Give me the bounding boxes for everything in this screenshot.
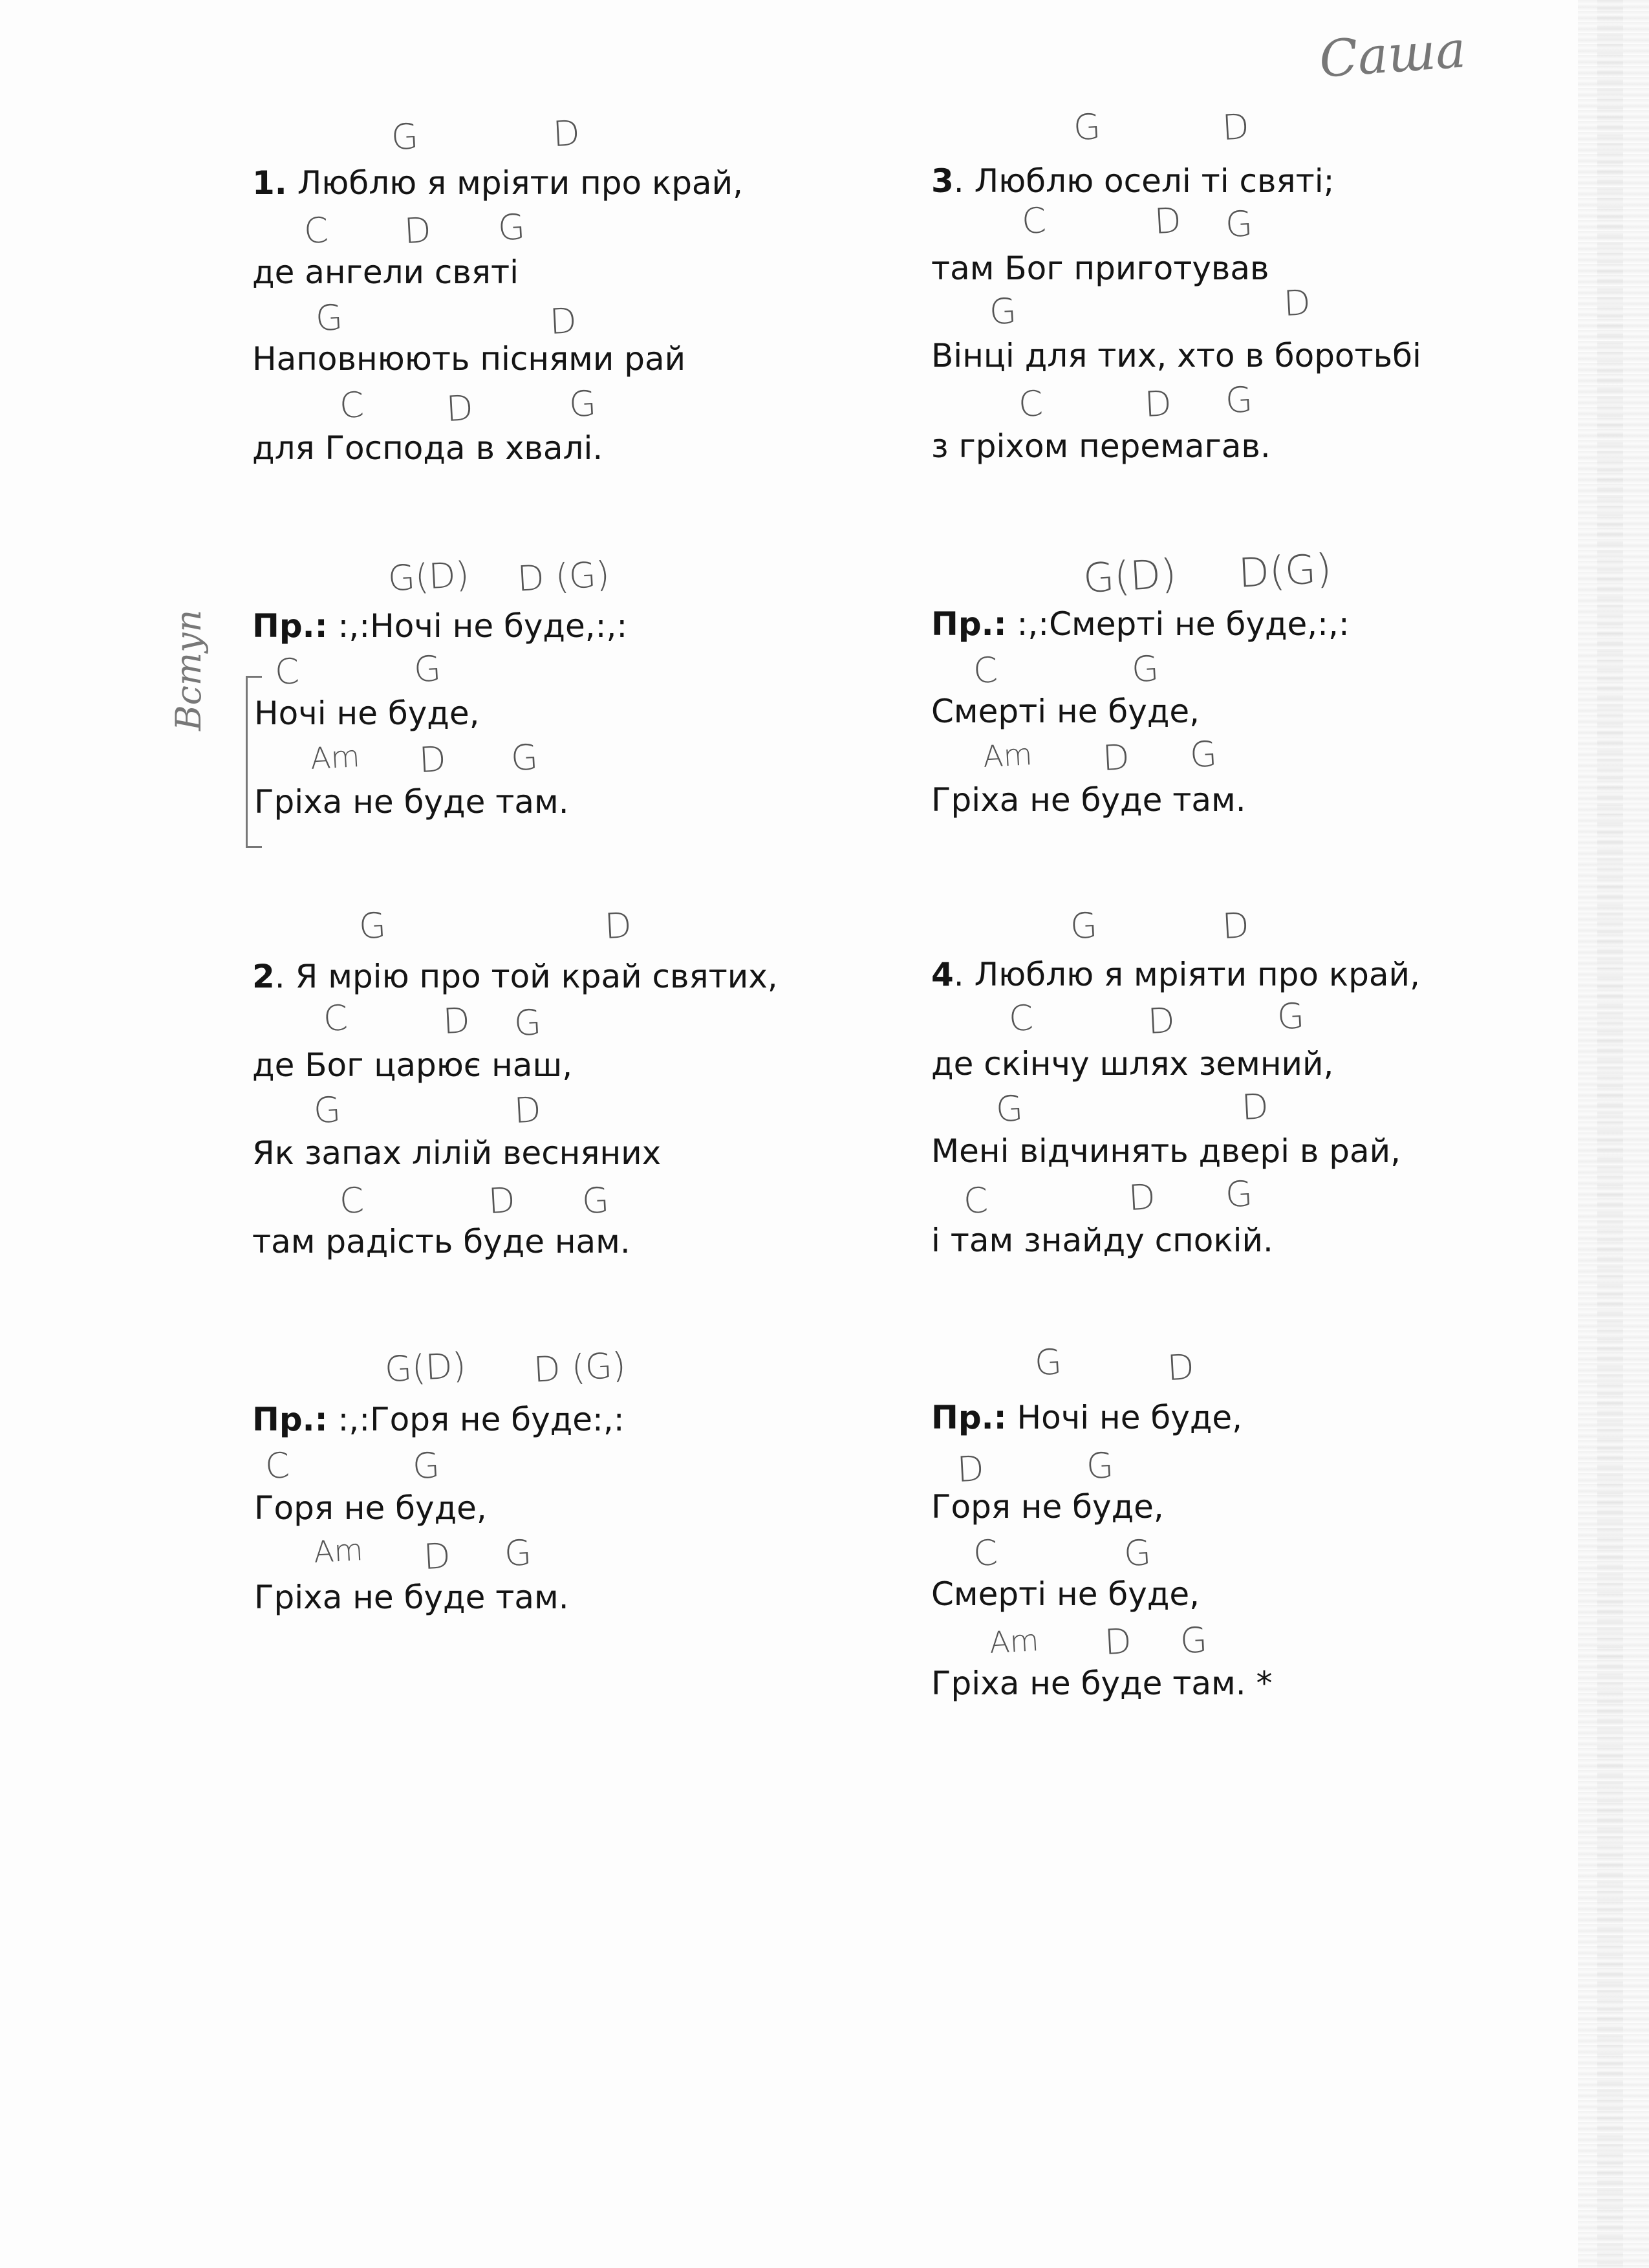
chorus-3-line-1: Пр.: :,:Смерті не буде,:,: — [931, 605, 1350, 643]
verse-3-line-4: з гріхом перемагав. — [931, 427, 1271, 465]
chord: G — [1033, 1341, 1063, 1384]
chorus-4-line-3: Смерті не буде, — [931, 1575, 1200, 1613]
verse-3-line-3: Вінці для тих, хто в боротьбі — [931, 337, 1421, 374]
chord: D — [1221, 904, 1251, 947]
chord: G — [568, 382, 598, 426]
chord: Am — [309, 739, 361, 776]
handwritten-name: Саша — [1317, 21, 1468, 89]
chord: Am — [988, 1623, 1040, 1660]
chord: G(D) — [1082, 550, 1178, 602]
chord: G — [581, 1179, 610, 1222]
chord: D — [1221, 105, 1251, 149]
chorus-1-line-2: Ночі не буде, — [254, 695, 480, 732]
chord: Am — [312, 1532, 364, 1570]
chorus-2-line-2: Горя не буде, — [254, 1489, 487, 1527]
chord: D — [513, 1088, 543, 1132]
chord: C — [322, 997, 349, 1039]
chord: D — [603, 904, 633, 947]
chord: G — [1189, 733, 1218, 776]
chord: G — [312, 1088, 342, 1132]
chorus-2-line-1: Пр.: :,:Горя не буде:,: — [252, 1401, 625, 1438]
verse-1-line-3: Наповнюють піснями рай — [252, 340, 686, 378]
chord: C — [972, 1532, 999, 1574]
chord: D — [956, 1447, 986, 1491]
verse-4-line-2: де скінчу шлях земний, — [931, 1045, 1334, 1083]
chorus-4-line-4: Гріха не буде там. * — [931, 1665, 1273, 1702]
chord: C — [962, 1180, 989, 1222]
chord: G — [513, 1001, 543, 1044]
chord: C — [264, 1445, 291, 1487]
chord: D — [1166, 1346, 1196, 1389]
chord: G(D) — [387, 554, 471, 599]
chord: C — [1017, 383, 1044, 425]
chorus-4-line-1: Пр.: Ночі не буде, — [931, 1399, 1243, 1436]
chord: D — [442, 999, 471, 1042]
verse-3-line-1: 3. Люблю оселі ті святі; — [931, 162, 1335, 200]
verse-2-line-2: де Бог царює наш, — [252, 1046, 573, 1084]
chorus-4-line-2: Горя не буде, — [931, 1488, 1164, 1526]
chord: C — [1008, 997, 1035, 1039]
chord: G — [1130, 647, 1160, 691]
chord: G — [1179, 1619, 1209, 1662]
verse-1-line-2: де ангели святі — [252, 254, 519, 291]
chord: G — [1085, 1444, 1115, 1487]
chord: G — [358, 904, 387, 947]
chord: D — [1127, 1176, 1157, 1219]
verse-1-line-1: 1. Люблю я мріяти про край, — [252, 164, 743, 202]
chorus-1-line-1: Пр.: :,:Ночі не буде,:,: — [252, 607, 628, 645]
chord: D — [1143, 382, 1173, 426]
chord: G — [413, 647, 442, 691]
chord: D — [1101, 736, 1131, 779]
chord: G — [411, 1444, 441, 1487]
chord: Am — [982, 737, 1033, 774]
chord: G — [390, 115, 420, 158]
chord: D — [1240, 1085, 1270, 1129]
chord: G — [1224, 202, 1254, 246]
chord: C — [274, 651, 301, 693]
chord: G — [314, 296, 344, 340]
chord: G(D) — [383, 1345, 468, 1390]
chord: D (G) — [532, 1345, 627, 1390]
chord: C — [303, 210, 330, 252]
chord: D — [445, 387, 475, 430]
chord: D — [1282, 281, 1312, 325]
chord: D — [1153, 199, 1183, 243]
chord: G — [1072, 105, 1102, 149]
chord: G — [510, 736, 539, 779]
verse-1-line-4: для Господа в хвалі. — [252, 429, 603, 467]
chord: G — [1224, 1172, 1254, 1216]
chord: C — [338, 1180, 365, 1222]
verse-2-line-4: там радість буде нам. — [252, 1223, 630, 1260]
chord: G — [1276, 995, 1306, 1038]
chord: D — [487, 1179, 517, 1222]
chord: G — [1123, 1531, 1152, 1575]
chord: G — [1224, 378, 1254, 422]
scan-edge-noise-inner — [1597, 0, 1623, 2268]
chord: D — [403, 209, 433, 252]
chord: D(G) — [1237, 545, 1333, 597]
chord: D — [548, 299, 578, 343]
chorus-2-line-3: Гріха не буде там. — [254, 1579, 569, 1616]
chorus-3-line-3: Гріха не буде там. — [931, 781, 1246, 819]
verse-2-line-1: 2. Я мрію про той край святих, — [252, 958, 778, 995]
chord: G — [503, 1531, 533, 1575]
handwritten-intro-note: Вступ — [168, 609, 209, 731]
chord: G — [995, 1087, 1024, 1130]
chord: D — [1103, 1620, 1133, 1663]
chord: C — [338, 384, 365, 426]
verse-4-line-3: Мені відчинять двері в рай, — [931, 1132, 1401, 1170]
verse-4-line-1: 4. Люблю я мріяти про край, — [931, 956, 1420, 993]
chorus-1-line-3: Гріха не буде там. — [254, 783, 569, 821]
chord: C — [972, 649, 999, 691]
verse-4-line-4: і там знайду спокій. — [931, 1222, 1273, 1259]
chord: D — [418, 738, 447, 781]
chorus-3-line-2: Смерті не буде, — [931, 693, 1200, 730]
verse-3-line-2: там Бог приготував — [931, 250, 1269, 287]
chord: D (G) — [516, 554, 611, 599]
chord: C — [1020, 200, 1048, 242]
chord: D — [422, 1535, 452, 1578]
chord: G — [988, 290, 1018, 333]
chord: D — [552, 112, 581, 155]
chord: D — [1147, 999, 1176, 1042]
chord: G — [497, 206, 526, 249]
verse-2-line-3: Як запах лілій весняних — [252, 1134, 662, 1172]
chord: G — [1069, 904, 1099, 947]
